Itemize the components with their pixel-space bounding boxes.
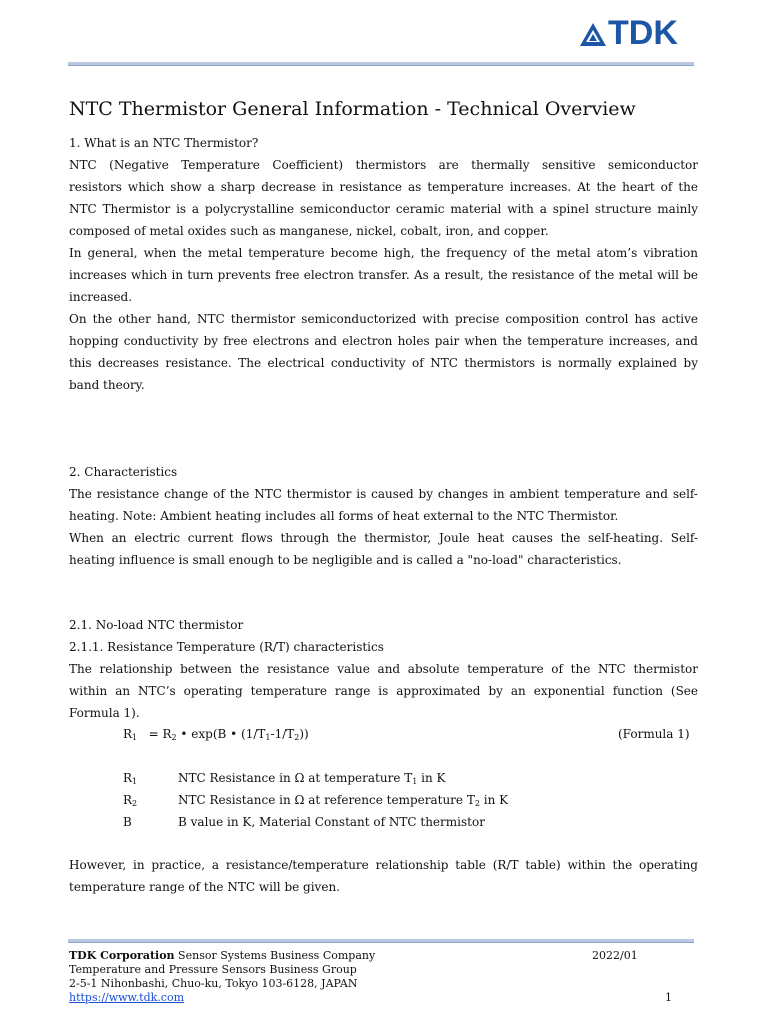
paragraph-line: When an electric current flows through the thermistor, Joule heat causes the self-heating. Self- xyxy=(69,531,698,545)
section21-heading: 2.1. No-load NTC thermistor xyxy=(69,618,244,632)
paragraph-line: increases which in turn prevents free electron transfer. As a result, the resistance of the metal will be xyxy=(69,268,698,282)
paragraph-line: increased. xyxy=(69,290,133,304)
footer-link[interactable]: https://www.tdk.com xyxy=(69,991,185,1004)
page-title: NTC Thermistor General Information - Technical Overview xyxy=(69,98,636,120)
tdk-logo xyxy=(578,14,703,52)
formula-r2-sub: 2 xyxy=(171,733,177,742)
paragraph-line: heating influence is small enough to be negligible and is called a "no-load" characteristics. xyxy=(69,553,622,567)
tdk-logo-text: TDK xyxy=(608,14,678,52)
definition-text: B value in K, Material Constant of NTC thermistor xyxy=(178,815,485,829)
header-rule xyxy=(68,62,694,66)
formula-t2-sub: 2 xyxy=(294,733,300,742)
formula-label: (Formula 1) xyxy=(618,727,690,741)
paragraph-line: On the other hand, NTC thermistor semiconductorized with precise composition control has active xyxy=(69,312,698,326)
paragraph-line: band theory. xyxy=(69,378,145,392)
formula-lhs: R xyxy=(123,727,133,741)
paragraph-line: heating. Note: Ambient heating includes all forms of heat external to the NTC Thermistor. xyxy=(69,509,619,523)
definition-text: NTC Resistance in Ω at temperature $T_1$ in K xyxy=(178,771,446,786)
definition-text: NTC Resistance in Ω at reference temperature $T_2$ in K xyxy=(178,793,509,808)
paragraph-line: However, in practice, a resistance/temperature relationship table (R/T table) within the operating xyxy=(69,858,698,872)
formula-dash: -1/T xyxy=(270,727,295,741)
footer-date: 2022/01 xyxy=(592,949,638,962)
paragraph-line: hopping conductivity by free electrons and electron holes pair when the temperature increases, and xyxy=(69,334,698,348)
footer-group: Temperature and Pressure Sensors Business Group xyxy=(69,963,357,976)
definition-symbol: $R_2$ xyxy=(123,793,138,808)
paragraph-line: within an NTC’s operating temperature range is approximated by an exponential function (See xyxy=(69,684,698,698)
paragraph-line: resistors which show a sharp decrease in resistance as temperature increases. At the heart of the xyxy=(69,180,698,194)
footer-address: 2-5-1 Nihonbashi, Chuo-ku, Tokyo 103-6128, JAPAN xyxy=(69,977,358,990)
footer-company-line xyxy=(69,949,375,962)
formula-eq: = R xyxy=(148,727,172,741)
section2-heading: 2. Characteristics xyxy=(69,465,178,479)
footer-rule xyxy=(68,939,694,943)
section1-heading: 1. What is an NTC Thermistor? xyxy=(69,136,259,150)
formula-close: )) xyxy=(299,727,309,741)
definition-symbol: $R_1$ xyxy=(123,771,138,786)
paragraph-line: In general, when the metal temperature become high, the frequency of the metal atom’s vibration xyxy=(69,246,698,260)
paragraph-line: NTC Thermistor is a polycrystalline semiconductor ceramic material with a spinel structure mainly xyxy=(69,202,698,216)
footer-division: Sensor Systems Business Company xyxy=(174,949,376,962)
paragraph-line: Formula 1). xyxy=(69,706,140,720)
tdk-emblem-icon xyxy=(578,20,608,50)
paragraph-line: composed of metal oxides such as manganese, nickel, cobalt, iron, and copper. xyxy=(69,224,549,238)
definition-symbol: B xyxy=(123,815,132,829)
section211-heading: 2.1.1. Resistance Temperature (R/T) characteristics xyxy=(69,640,384,654)
formula-t1-sub: 1 xyxy=(265,733,271,742)
paragraph-line: temperature range of the NTC will be given. xyxy=(69,880,340,894)
paragraph-line: The relationship between the resistance value and absolute temperature of the NTC thermistor xyxy=(69,662,698,676)
formula-1 xyxy=(123,727,309,742)
formula-lhs-sub: 1 xyxy=(132,733,138,742)
formula-mid: • exp(B • (1/T xyxy=(176,727,266,741)
footer-company: TDK Corporation xyxy=(69,949,175,962)
paragraph-line: The resistance change of the NTC thermistor is caused by changes in ambient temperature and self- xyxy=(69,487,698,501)
paragraph-line: this decreases resistance. The electrical conductivity of NTC thermistors is normally explained by xyxy=(69,356,698,370)
paragraph-line: NTC (Negative Temperature Coefficient) thermistors are thermally sensitive semiconductor xyxy=(69,158,698,172)
page-number: 1 xyxy=(665,991,672,1004)
